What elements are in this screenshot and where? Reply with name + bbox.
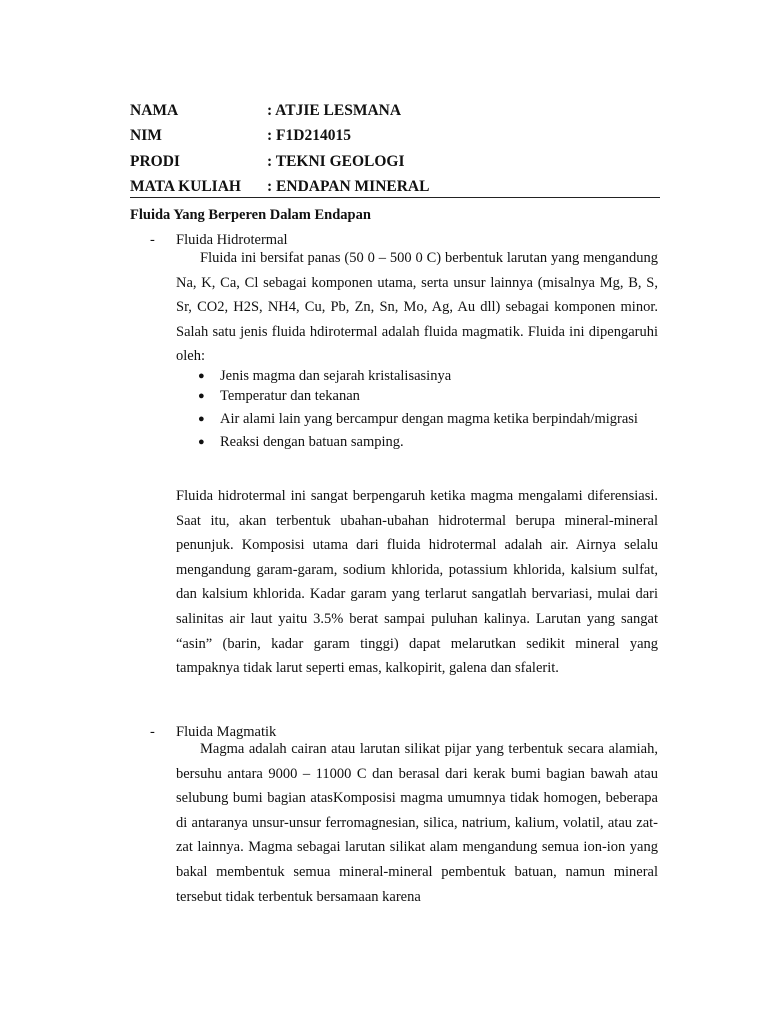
list-dash: - <box>150 232 155 248</box>
header-label: PRODI <box>130 153 180 170</box>
header-label: MATA KULIAH <box>130 178 241 195</box>
bullet-icon: ● <box>198 390 205 402</box>
header-value: : TEKNI GEOLOGI <box>267 153 405 170</box>
paragraph-text: Magma adalah cairan atau larutan silikat pijar yang terbentuk secara alamiah, bersuhu antara 9000 – 11000 C dan berasal dari kerak bumi bagian bawah atau selubung bumi bagian atasKomposisi magma umumnya tidak homogen, beberapa di antaranya unsur-unsur ferromagnesian, silica, natrium, kalium, volatil, atau zat-zat lainnya. Magma sebagai larutan silikat alam mengandung semua ion-ion yang bakal membentuk semua mineral-mineral pembentuk batuan, namun mineral tersebut tidak terbentuk bersamaan karena <box>176 741 658 905</box>
list-item-text: Jenis magma dan sejarah kristalisasinya <box>220 368 452 384</box>
list-dash: - <box>150 724 155 740</box>
header-divider <box>130 197 660 198</box>
bullet-icon: ● <box>198 413 205 425</box>
paragraph-magmatik-body <box>176 737 658 909</box>
factor-list <box>176 366 658 452</box>
list-item-text: Air alami lain yang bercampur dengan magma ketika berpindah/migrasi <box>220 411 638 427</box>
header-row-mata-kuliah <box>130 176 660 198</box>
header-row-nama <box>130 100 660 122</box>
list-item-text: Temperatur dan tekanan <box>220 388 360 404</box>
subsection-heading-hidrotermal: Fluida Hidrotermal <box>176 232 288 248</box>
bullet-icon: ● <box>198 370 205 382</box>
subsection-heading-magmatik: Fluida Magmatik <box>176 724 277 740</box>
header-value: : F1D214015 <box>267 127 351 144</box>
list-item-text: Reaksi dengan batuan samping. <box>220 434 404 450</box>
bullet-icon: ● <box>198 436 205 448</box>
list-item <box>176 406 658 432</box>
header-value: : ENDAPAN MINERAL <box>267 178 430 195</box>
header-label: NIM <box>130 127 162 144</box>
list-item <box>176 432 658 452</box>
paragraph-hidrotermal-body: Fluida hidrotermal ini sangat berpengaruh ketika magma mengalami diferensiasi. Saat itu, akan terbentuk ubahan-ubahan hidrotermal berupa mineral-mineral penunjuk. Komposisi utama dari fluida hidrotermal adalah air. Airnya selalu mengandung garam-garam, sodium khlorida, potassium khlorida, kalsium sulfat, dan kalsium khlorida. Kadar garam yang terlarut sangatlah bervariasi, mulai dari salinitas air laut yaitu 3.5% berat sampai puluhan kalinya. Larutan yang sangat “asin” (barin, kadar garam tinggi) dapat melarutkan sedikit mineral yang tampaknya tidak larut seperti emas, kalkopirit, galena dan sfalerit. <box>176 488 658 677</box>
header-label: NAMA <box>130 102 179 119</box>
section-title: Fluida Yang Berperen Dalam Endapan <box>130 207 371 223</box>
header-row-prodi <box>130 151 660 173</box>
paragraph-text: Fluida ini bersifat panas (50 0 – 500 0 C) berbentuk larutan yang mengandung Na, K, Ca, Cl sebagai komponen utama, serta unsur lainnya (misalnya Mg, B, S, Sr, CO2, H2S, NH4, Cu, Pb, Zn, Sn, Mo, Ag, Au dll) sebagai komponen minor. Salah satu jenis fluida hdirotermal adalah fluida magmatik. Fluida ini dipengaruhi oleh: <box>176 250 658 365</box>
list-item <box>176 386 658 406</box>
header-row-nim <box>130 125 660 147</box>
list-item <box>176 366 658 386</box>
header-value: : ATJIE LESMANA <box>267 102 402 119</box>
paragraph-hidrotermal-intro <box>176 246 658 369</box>
